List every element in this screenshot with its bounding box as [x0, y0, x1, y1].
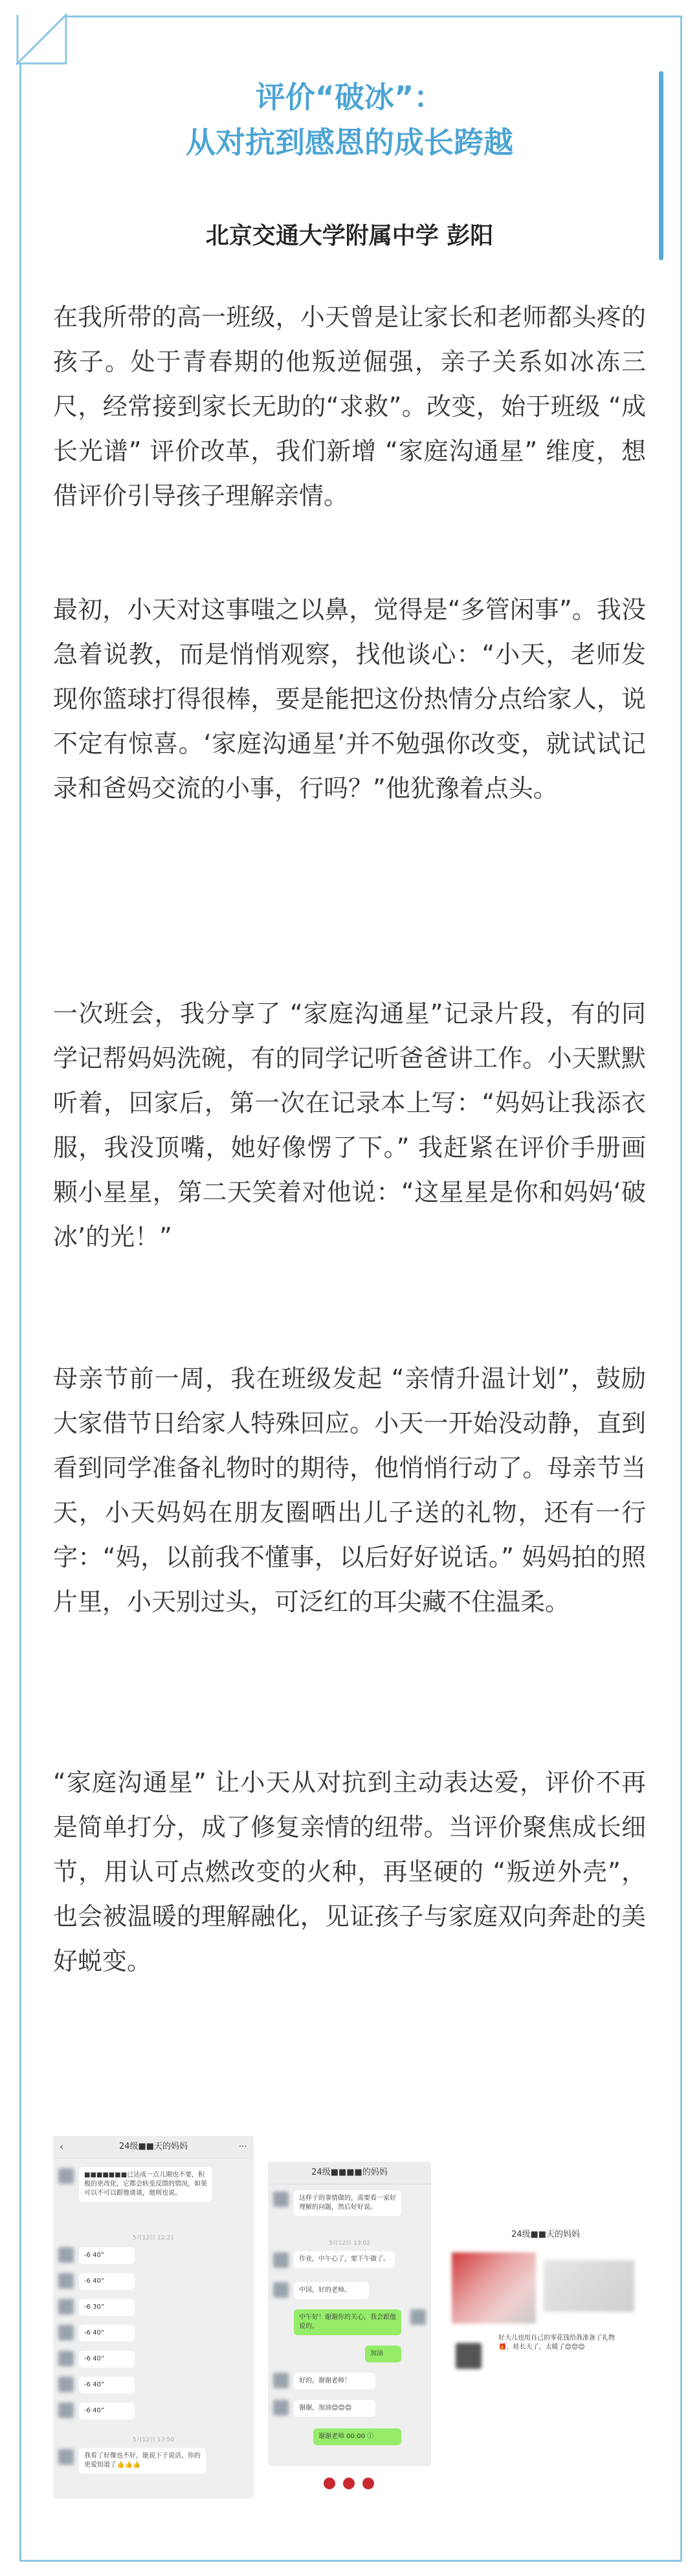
chat-message: 我看了好像也不好，能说下子说话，你的更爱知道了👍👍👍	[79, 2448, 206, 2474]
chat-message-sent: 加油	[365, 2346, 401, 2362]
chat-timestamp: 5月12日 12:21	[133, 2235, 174, 2241]
chat-screenshot-2	[268, 2162, 431, 2466]
moments-header	[447, 2224, 645, 2246]
paragraph-4: 母亲节前一周，我在班级发起 “亲情升温计划”，鼓励大家借节日给家人特殊回应。小天一开始没动静，直到看到同学准备礼物时的期待，他悄悄行动了。母亲节当天，小天妈妈在朋友圈晒出儿子送的礼物，还有一行字：“妈，以前我不懂事，以后好好说话。” 妈妈拍的照片里，小天别过头，可泛红的耳尖藏不住温柔。	[53, 1364, 646, 1616]
avatar	[58, 2168, 74, 2184]
voice-message: -6 40”	[79, 2351, 135, 2368]
paragraph-2: 最初，小天对这事嗤之以鼻，觉得是“多管闲事”。我没急着说教，而是悄悄观察，找他谈心：“小天，老师发现你篮球打得很棒，要是能把这份热情分点给家人，说不定有惊喜。‘家庭沟通星’并不勉强你改变，就试试记录和爸妈交流的小事，行吗？”他犹豫着点头。	[53, 595, 646, 803]
page-dot-icon	[362, 2478, 374, 2489]
voice-message: -6 30”	[79, 2299, 135, 2316]
paragraph-5: “家庭沟通星” 让小天从对抗到主动表达爱，评价不再是简单打分，成了修复亲情的纽带。当评价聚焦成长细节，用认可点燃改变的火种，再坚硬的 “叛逆外壳”，也会被温暖的理解融化，见证孩子与家庭双向奔赴的美好蜕变。	[53, 1768, 646, 1975]
voice-message: -6 40”	[79, 2325, 135, 2342]
avatar	[273, 2252, 289, 2268]
page-fold-corner-icon	[14, 12, 79, 76]
avatar	[456, 2343, 482, 2369]
chat-timestamp: 5月12日 17:50	[133, 2437, 174, 2443]
photo-thumbnail	[544, 2260, 634, 2312]
voice-message: -6 40”	[79, 2247, 135, 2264]
voice-message: -6 40”	[79, 2273, 135, 2290]
avatar	[58, 2299, 74, 2315]
back-icon: ‹	[60, 2140, 64, 2153]
voice-message: -6 40”	[79, 2377, 135, 2393]
chat-title: 24级■■■■的妈妈	[311, 2168, 388, 2177]
chat-timestamp: 5月12日 13:02	[329, 2240, 370, 2247]
chat-message: 作业，中午心了，要下午做了。	[294, 2251, 395, 2268]
avatar	[58, 2403, 74, 2418]
avatar	[273, 2282, 289, 2298]
avatar	[58, 2247, 74, 2263]
avatar	[58, 2325, 74, 2340]
avatar	[273, 2373, 289, 2388]
moments-screenshot	[447, 2224, 645, 2408]
author-byline: 北京交通大学附属中学 彭阳	[205, 223, 494, 249]
title-line-2: 从对抗到感恩的成长跨越	[186, 125, 513, 160]
chat-message: 谢谢，加油😊😊😊	[294, 2400, 375, 2417]
page-dot-icon	[324, 2478, 335, 2489]
gift-photo	[452, 2252, 536, 2324]
title-line-1: 评价“破冰”：	[255, 80, 444, 115]
paragraph-1: 在我所带的高一班级，小天曾是让家长和老师都头疼的孩子。处于青春期的他叛逆倔强，亲子关系如冰冻三尺，经常接到家长无助的“求救”。改变，始于班级 “成长光谱” 评价改革，我们新增 “家庭沟通星” 维度，想借评价引导孩子理解亲情。	[53, 303, 646, 510]
chat-message-sent: 谢谢老师 00:00 ⓘ	[313, 2428, 401, 2445]
chat-message: 中国，好的老师。	[294, 2282, 369, 2299]
page-dot-icon	[343, 2478, 355, 2489]
paragraph-3: 一次班会，我分享了 “家庭沟通星”记录片段，有的同学记帮妈妈洗碗，有的同学记听爸爸讲工作。小天默默听着，回家后，第一次在记录本上写：“妈妈让我添衣服，我没顶嘴，她好像愣了下。” 我赶紧在评价手册画颗小星星，第二天笑着对他说：“这星星是你和妈妈‘破冰’的光！”	[53, 999, 646, 1251]
chat-message-sent: 中午好！谢谢你的关心，我会跟他说的。	[294, 2309, 401, 2335]
chat-message: ■■■■■■■已达成一点儿期也不要，积极的更改化，它都会转变反馈的情况，如果可以不可以跟他谈谈，他则也说。	[79, 2167, 212, 2202]
avatar	[273, 2400, 289, 2415]
chat-screenshot-1	[53, 2136, 254, 2498]
avatar	[58, 2449, 74, 2465]
more-icon: ···	[238, 2142, 247, 2152]
moments-title: 24级■■天的妈妈	[511, 2230, 581, 2239]
chat-message: 好的，谢谢老师！	[294, 2373, 375, 2390]
chat-header	[268, 2162, 431, 2184]
moments-caption: 好大儿也用自己的零花钱给我准备了礼物🎁，娃长大了，太暖了😊😊😊	[498, 2335, 615, 2351]
chat-title: 24级■■天的妈妈	[118, 2142, 188, 2151]
avatar	[58, 2273, 74, 2289]
avatar	[410, 2309, 426, 2325]
article-title	[0, 74, 699, 165]
avatar	[58, 2377, 74, 2392]
voice-message: -6 40”	[79, 2403, 135, 2419]
avatar	[273, 2192, 289, 2207]
avatar	[58, 2351, 74, 2366]
chat-header	[53, 2136, 254, 2159]
chat-message: 这样子的事情做的，需要看一家好理解的问题，然后好好说。	[294, 2190, 401, 2216]
